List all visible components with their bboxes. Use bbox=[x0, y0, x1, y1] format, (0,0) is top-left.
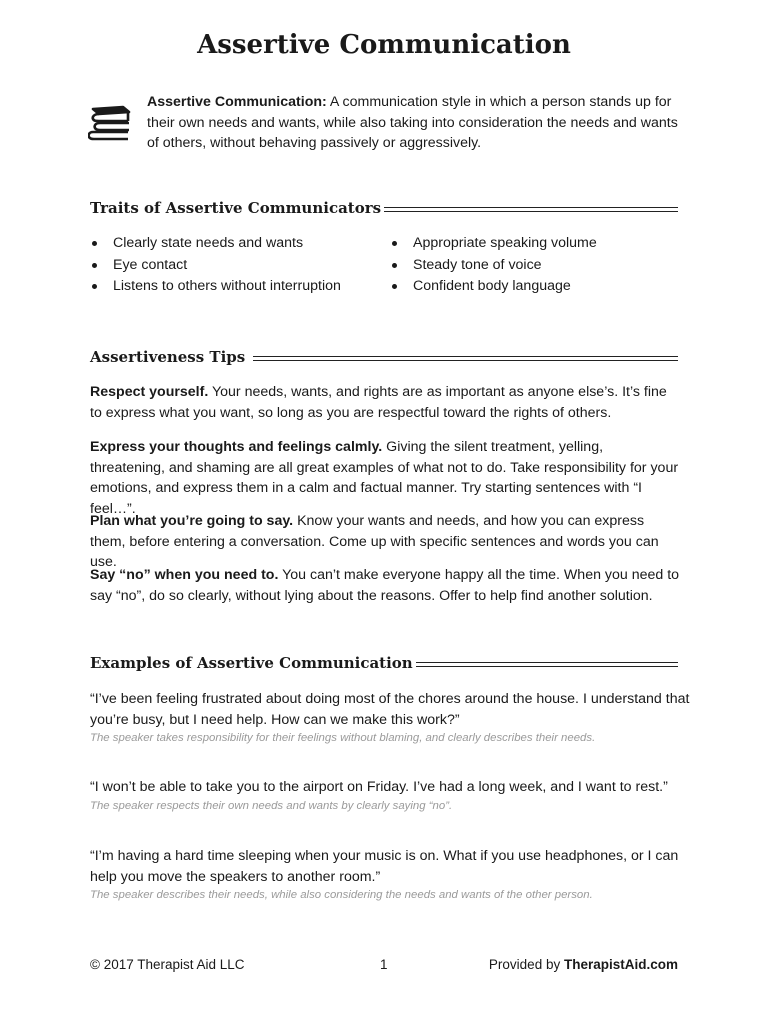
tip-text: Your needs, wants, and rights are as important as anyone else’s. It’s fine to express what you want, so long as you are respectful toward the rights of others. bbox=[90, 384, 667, 421]
example-note: The speaker takes responsibility for their feelings without blaming, and clearly describes their needs. bbox=[90, 732, 596, 744]
intro-block bbox=[88, 92, 688, 154]
examples-heading-label: Examples of Assertive Communication bbox=[90, 654, 413, 672]
list-item: Listens to others without interruption bbox=[90, 276, 341, 298]
footer-page-number: 1 bbox=[380, 957, 388, 972]
traits-column-2 bbox=[390, 233, 597, 298]
books-icon bbox=[88, 104, 132, 142]
tips-heading bbox=[90, 345, 678, 369]
divider-rule bbox=[384, 207, 678, 212]
example-quote: “I’ve been feeling frustrated about doing most of the chores around the house. I understand that you’re busy, but I need help. How can we make this work?” bbox=[90, 691, 690, 728]
list-item: Eye contact bbox=[90, 255, 341, 277]
list-item: Appropriate speaking volume bbox=[390, 233, 597, 255]
example-note: The speaker describes their needs, while also considering the needs and wants of the other person. bbox=[90, 889, 593, 901]
traits-heading bbox=[90, 196, 678, 220]
tip-text: You can’t make everyone happy all the time. When you need to say “no”, do so clearly, without lying about the reasons. Offer to help find another solution. bbox=[90, 567, 680, 604]
list-item: Clearly state needs and wants bbox=[90, 233, 341, 255]
tip-respect bbox=[90, 382, 680, 423]
example-item bbox=[90, 777, 690, 812]
list-item: Steady tone of voice bbox=[390, 255, 597, 277]
intro-term: Assertive Communication: bbox=[147, 94, 327, 110]
examples-heading bbox=[90, 651, 678, 675]
footer-brand-link[interactable]: TherapistAid.com bbox=[563, 957, 678, 972]
example-item bbox=[90, 689, 690, 744]
example-item bbox=[90, 846, 690, 901]
tip-text: Know your wants and needs, and how you can express them, before entering a conversation. Come up with specific sentences and words you can use. bbox=[90, 513, 659, 570]
example-note: The speaker respects their own needs and wants by clearly saying “no”. bbox=[90, 799, 453, 812]
tip-lead: Say “no” when you need to. bbox=[90, 567, 279, 583]
footer-provided-prefix: Provided by bbox=[488, 957, 564, 972]
tip-lead: Express your thoughts and feelings calmly. bbox=[90, 439, 383, 455]
tip-say-no bbox=[90, 565, 680, 606]
divider-rule bbox=[416, 662, 678, 667]
tip-text: Giving the silent treatment, yelling, threatening, and shaming are all great examples of what not to do. Take responsibility for your emotions, and express them in a calm and factual manner. Try starting sentences with “I feel…”. bbox=[90, 439, 679, 517]
traits-heading-label: Traits of Assertive Communicators bbox=[90, 199, 382, 217]
divider-rule bbox=[253, 356, 678, 361]
tip-express bbox=[90, 437, 680, 519]
tip-plan bbox=[90, 511, 680, 573]
intro-paragraph bbox=[147, 92, 688, 154]
traits-column-1 bbox=[90, 233, 341, 298]
example-quote: “I won’t be able to take you to the airport on Friday. I’ve had a long week, and I want to rest.” bbox=[90, 779, 668, 795]
tips-heading-label: Assertiveness Tips bbox=[90, 348, 246, 366]
intro-definition: A communication style in which a person stands up for their own needs and wants, while also taking into consideration the needs and wants of others, without behaving passively or aggressively. bbox=[147, 94, 678, 151]
footer-copyright: © 2017 Therapist Aid LLC bbox=[90, 957, 245, 972]
example-quote: “I’m having a hard time sleeping when your music is on. What if you use headphones, or I can help you move the speakers to another room.” bbox=[90, 848, 679, 885]
footer bbox=[90, 957, 678, 977]
page-title: Assertive Communication bbox=[197, 30, 571, 60]
tip-lead: Plan what you’re going to say. bbox=[90, 513, 294, 529]
footer-provided-by bbox=[489, 957, 678, 972]
list-item: Confident body language bbox=[390, 276, 597, 298]
tip-lead: Respect yourself. bbox=[90, 384, 209, 400]
